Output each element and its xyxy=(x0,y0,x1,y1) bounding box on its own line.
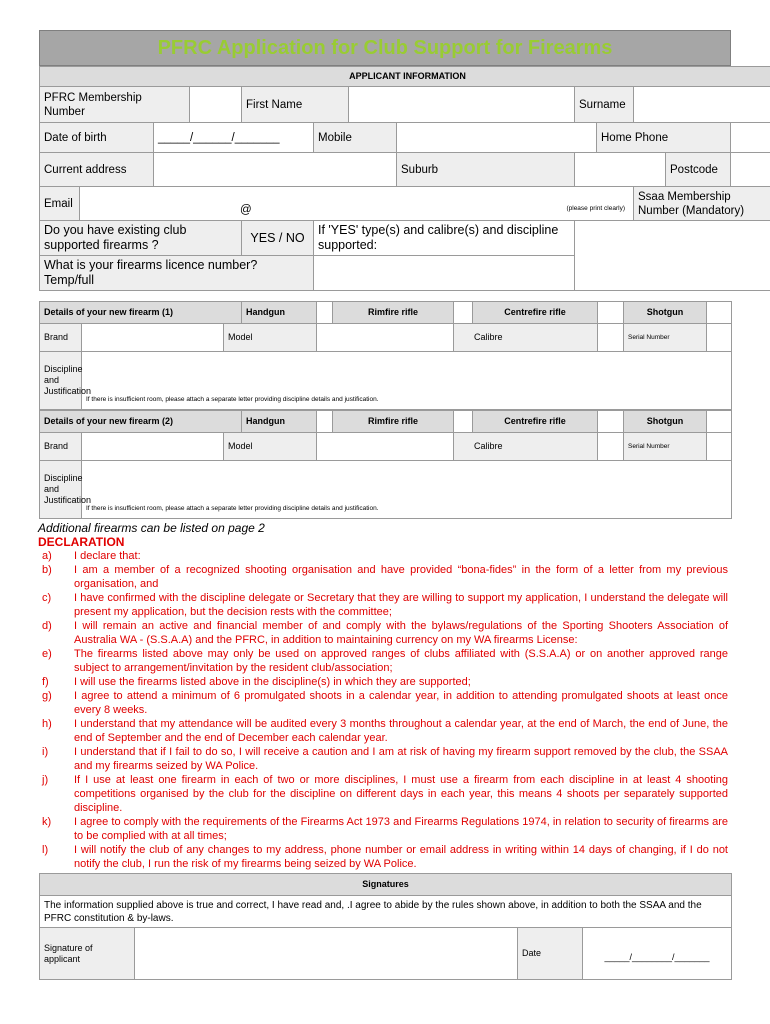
firearm-1-model-label: Model xyxy=(224,324,317,352)
firearm-2-shotgun-label: Shotgun xyxy=(624,411,707,433)
first-name-input[interactable] xyxy=(349,87,575,123)
firearm-1-centrefire-label: Centrefire rifle xyxy=(473,302,598,324)
additional-firearms-note: Additional firearms can be listed on page 2 xyxy=(38,521,265,535)
declaration-item: c) I have confirmed with the discipline delegate or Secretary that they are willing to support my application, I understand the delegate will present my application, but the decision rests with the committee; xyxy=(42,592,728,618)
firearm-1-table xyxy=(39,301,732,410)
firearm-1-shotgun-label: Shotgun xyxy=(624,302,707,324)
firearm-2-rimfire-label: Rimfire rifle xyxy=(333,411,454,433)
address-label: Current address xyxy=(40,153,154,187)
suburb-label: Suburb xyxy=(397,153,575,187)
declaration-item: a) I declare that: xyxy=(42,550,141,562)
firearm-1-shotgun-checkbox[interactable] xyxy=(707,302,732,324)
firearm-2-calibre-input[interactable] xyxy=(598,433,624,461)
signatures-statement: The information supplied above is true and correct, I have read and, .I agree to abide by the rules shown above, in addition to both the SSAA and the PFRC constitution & by-laws. xyxy=(40,896,732,928)
declaration-item: f) I will use the firearms listed above in the discipline(s) in which they are supported; xyxy=(42,676,471,688)
firearm-2-discipline-input[interactable]: If there is insufficient room, please attach a separate letter providing discipline details and justification. xyxy=(82,461,732,519)
licence-question: What is your firearms licence number? Temp/full xyxy=(40,256,314,291)
declaration-item: g) I agree to attend a minimum of 6 promulgated shoots in a calendar year, in addition to attending promulgated shoots at least once every 8 weeks. xyxy=(42,690,728,716)
firearm-1-heading: Details of your new firearm (1) xyxy=(40,302,242,324)
firearm-2-centrefire-label: Centrefire rifle xyxy=(473,411,598,433)
firearm-1-handgun-checkbox[interactable] xyxy=(317,302,333,324)
signature-label: Signature of applicant xyxy=(40,928,135,980)
date-input[interactable]: _____/________/_______ xyxy=(583,928,732,980)
email-at: @ xyxy=(240,204,252,216)
email-note: (please print clearly) xyxy=(566,205,625,212)
email-input[interactable] xyxy=(80,187,634,221)
firearm-1-model-input[interactable] xyxy=(317,324,454,352)
firearm-1-serial-input[interactable] xyxy=(707,324,732,352)
existing-firearms-input[interactable] xyxy=(575,221,770,291)
firearm-2-calibre-label: Calibre xyxy=(454,433,598,461)
if-yes-details: If 'YES' type(s) and calibre(s) and discipline supported: xyxy=(314,221,575,256)
declaration-item: j) If I use at least one firearm in each of two or more disciplines, I must use a firearm from each discipline in at least 4 shooting competitions organised by the club for the discipline on different days in each year, this means 4 shoots per separately supported discipline. xyxy=(42,774,728,814)
declaration-heading: DECLARATION xyxy=(38,535,125,549)
form-title: PFRC Application for Club Support for Firearms xyxy=(39,30,731,66)
firearm-2-brand-label: Brand xyxy=(40,433,82,461)
firearm-1-centrefire-checkbox[interactable] xyxy=(598,302,624,324)
firearm-2-table xyxy=(39,410,732,519)
mobile-label: Mobile xyxy=(314,123,397,153)
firearm-2-brand-input[interactable] xyxy=(82,433,224,461)
home-phone-input[interactable] xyxy=(731,123,770,153)
first-name-label: First Name xyxy=(242,87,349,123)
firearm-1-discipline-label: Discipline and Justification xyxy=(40,352,82,410)
firearm-1-calibre-label: Calibre xyxy=(454,324,598,352)
firearm-1-rimfire-checkbox[interactable] xyxy=(454,302,473,324)
firearm-1-brand-input[interactable] xyxy=(82,324,224,352)
firearm-2-serial-input[interactable] xyxy=(707,433,732,461)
signatures-table xyxy=(39,873,732,980)
postcode-label: Postcode xyxy=(666,153,731,187)
firearm-2-handgun-label: Handgun xyxy=(242,411,317,433)
licence-input[interactable] xyxy=(314,256,575,291)
address-input[interactable] xyxy=(154,153,397,187)
declaration-list xyxy=(38,549,728,871)
surname-input[interactable] xyxy=(634,87,770,123)
firearm-1-rimfire-label: Rimfire rifle xyxy=(333,302,454,324)
firearm-2-heading: Details of your new firearm (2) xyxy=(40,411,242,433)
date-label: Date xyxy=(518,928,583,980)
postcode-input[interactable] xyxy=(731,153,770,187)
firearm-2-discipline-label: Discipline and Justification xyxy=(40,461,82,519)
firearm-2-serial-label: Serial Number xyxy=(624,433,707,461)
firearm-2-shotgun-checkbox[interactable] xyxy=(707,411,732,433)
declaration-item: b) I am a member of a recognized shooting organisation and have provided “bona-fides” in the form of a letter from my previous organisation, and xyxy=(42,564,728,590)
signature-input[interactable] xyxy=(135,928,518,980)
yes-no-option[interactable]: YES / NO xyxy=(242,221,314,256)
firearm-2-model-input[interactable] xyxy=(317,433,454,461)
declaration-item: l) I will notify the club of any changes to my address, phone number or email address in writing within 14 days of changing, if I do not notify the club, I run the risk of my firearms being seized by WA Police. xyxy=(42,844,728,870)
dob-input[interactable]: _____/______/_______ xyxy=(154,123,314,153)
signatures-heading: Signatures xyxy=(40,874,732,896)
surname-label: Surname xyxy=(575,87,634,123)
declaration-item: k) I agree to comply with the requirements of the Firearms Act 1973 and Firearms Regulations 1974, in relation to security of firearms are to be complied with at all times; xyxy=(42,816,728,842)
firearm-2-centrefire-checkbox[interactable] xyxy=(598,411,624,433)
mobile-input[interactable] xyxy=(397,123,597,153)
firearm-1-calibre-input[interactable] xyxy=(598,324,624,352)
membership-input[interactable] xyxy=(190,87,242,123)
firearm-2-handgun-checkbox[interactable] xyxy=(317,411,333,433)
firearm-1-discipline-input[interactable]: If there is insufficient room, please attach a separate letter providing discipline details and justification. xyxy=(82,352,732,410)
email-label: Email xyxy=(40,187,80,221)
declaration-item: d) I will remain an active and financial member of and comply with the bylaws/regulations of the Sporting Shooters Association of Australia WA - (S.S.A.A) and the PFRC, in addition to maintaining currency on my WA firearms License: xyxy=(42,620,728,646)
declaration-item: i) I understand that if I fail to do so, I will receive a caution and I am at risk of having my firearm support removed by the club, the SSAA and my firearms seized by WA Police. xyxy=(42,746,728,772)
declaration xyxy=(38,535,728,871)
ssaa-label: Ssaa Membership Number (Mandatory) xyxy=(634,187,770,221)
firearm-2-model-label: Model xyxy=(224,433,317,461)
firearm-1-handgun-label: Handgun xyxy=(242,302,317,324)
firearm-1-serial-label: Serial Number xyxy=(624,324,707,352)
applicant-heading: APPLICANT INFORMATION xyxy=(40,67,770,87)
declaration-item: e) The firearms listed above may only be used on approved ranges of clubs affiliated with (S.S.A.A) or on another approved range subject to arrangement/invitation by the resident club/association; xyxy=(42,648,728,674)
firearm-2-rimfire-checkbox[interactable] xyxy=(454,411,473,433)
suburb-input[interactable] xyxy=(575,153,666,187)
applicant-table xyxy=(39,66,770,291)
membership-label: PFRC Membership Number xyxy=(40,87,190,123)
existing-firearms-question: Do you have existing club supported firearms ? xyxy=(40,221,242,256)
dob-label: Date of birth xyxy=(40,123,154,153)
firearm-1-brand-label: Brand xyxy=(40,324,82,352)
home-phone-label: Home Phone xyxy=(597,123,731,153)
declaration-item: h) I understand that my attendance will be audited every 3 months throughout a calendar year, at the end of March, the end of June, the end of September and the end of December each calendar year. xyxy=(42,718,728,744)
